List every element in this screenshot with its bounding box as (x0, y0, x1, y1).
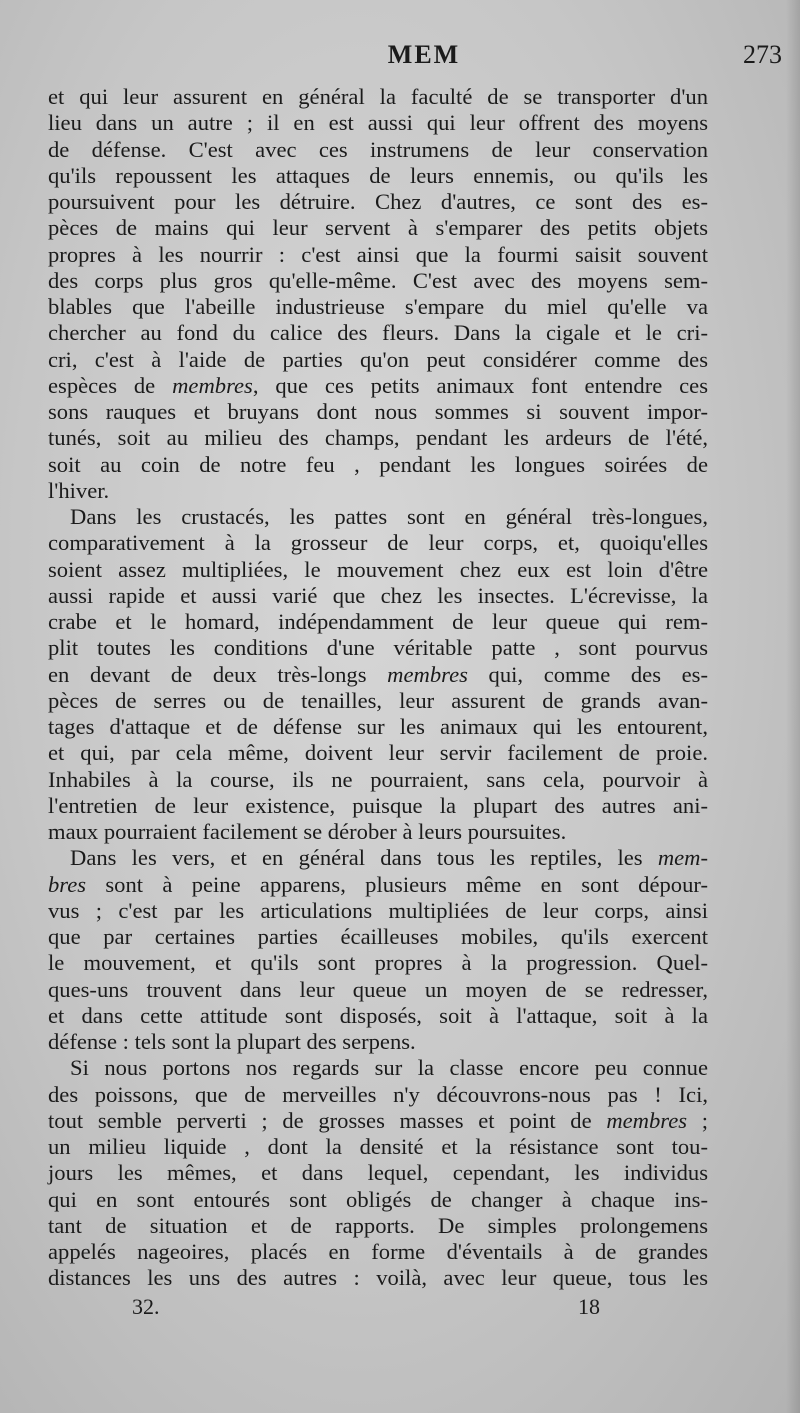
text-line: Inhabiles à la course, ils ne pourraient, sans cela, pourvoir à (48, 766, 708, 792)
text-line: en devant de deux très-longs membres qui, comme des es- (48, 661, 708, 687)
paragraph (48, 845, 708, 1055)
text-line: blables que l'abeille industrieuse s'empare du miel qu'elle va (48, 294, 708, 319)
text-line: comparativement à la grosseur de leur corps, et, quoiqu'elles (48, 530, 708, 556)
text-line: et qui leur assurent en général la faculté de se transporter d'un (48, 84, 708, 109)
page-footer (48, 1294, 708, 1324)
italic-term: membres (172, 372, 253, 398)
text-line: lieu dans un autre ; il en est aussi qui leur offrent des moyens (48, 110, 708, 136)
text-line: soit au coin de notre feu , pendant les longues soirées de (48, 451, 708, 477)
text-line: appelés nageoires, placés en forme d'éventails à de grandes (48, 1239, 708, 1264)
text-line: que par certaines parties écailleuses mobiles, qu'ils exercent (48, 924, 708, 949)
paragraph (48, 84, 708, 504)
text-line: des corps plus gros qu'elle-même. C'est avec des moyens sem- (48, 267, 708, 293)
text-line: cri, c'est à l'aide de parties qu'on peut considérer comme des (48, 346, 708, 372)
text-line: tages d'attaque et de défense sur les animaux qui les entourent, (48, 714, 708, 739)
text-line: chercher au fond du calice des fleurs. Dans la cigale et le cri- (48, 320, 708, 346)
text-line: et dans cette attitude sont disposés, soit à l'attaque, soit à la (48, 1002, 708, 1028)
paragraph (48, 1055, 708, 1291)
text-line: le mouvement, et qu'ils sont propres à la progression. Quel- (48, 950, 708, 976)
text-line: vus ; c'est par les articulations multipliées de leur corps, ainsi (48, 897, 708, 923)
text-line: ques-uns trouvent dans leur queue un moyen de se redresser, (48, 976, 708, 1002)
text-line: l'hiver. (48, 477, 110, 503)
page-number: 273 (743, 40, 782, 69)
text-line: soient assez multipliées, le mouvement chez eux est loin d'être (48, 556, 708, 582)
text-line: crabe et le homard, indépendamment de leur queue qui rem- (48, 609, 708, 634)
running-head: MEM (387, 40, 461, 69)
italic-term: membres (606, 1107, 688, 1133)
text-line: l'entretien de leur existence, puisque la plupart des autres ani- (48, 792, 708, 818)
italic-term: bres (48, 871, 87, 897)
text-line: et qui, par cela même, doivent leur servir facilement de proie. (48, 740, 708, 766)
text-line: aussi rapide et aussi varié que chez les insectes. L'écrevisse, la (48, 582, 708, 608)
text-line: tout semble perverti ; de grosses masses et point de membres ; (48, 1107, 708, 1133)
catchword: 18 (578, 1293, 600, 1319)
text-line: qui en sont entourés sont obligés de changer à chaque ins- (48, 1186, 708, 1212)
text-line: sons rauques et bruyans dont nous sommes si souvent impor- (48, 399, 708, 424)
text-line: défense : tels sont la plupart des serpens. (48, 1029, 416, 1054)
text-line: qu'ils repoussent les attaques de leurs ennemis, ou qu'ils les (48, 162, 708, 188)
text-line: tant de situation et de rapports. De simples prolongemens (48, 1212, 708, 1238)
text-line: jours les mêmes, et dans lequel, cependant, les individus (48, 1160, 708, 1186)
text-line: un milieu liquide , dont la densité et la résistance sont tou- (48, 1134, 708, 1159)
text-line: pèces de serres ou de tenailles, leur assurent de grands avan- (48, 687, 708, 713)
paragraph (48, 504, 708, 845)
text-line: plit toutes les conditions d'une véritable patte , sont pourvus (48, 635, 708, 661)
page-header (48, 0, 800, 84)
text-line: poursuivent pour les détruire. Chez d'autres, ce sont des es- (48, 189, 708, 214)
text-line: Si nous portons nos regards sur la classe encore peu connue (70, 1055, 708, 1081)
body-text (48, 84, 708, 1292)
text-line: distances les uns des autres : voilà, avec leur queue, tous les (48, 1265, 708, 1291)
text-line: de défense. C'est avec ces instrumens de leur conservation (48, 136, 708, 162)
text-line: maux pourraient facilement se dérober à leurs poursuites. (48, 819, 567, 844)
text-line: pèces de mains qui leur servent à s'emparer des petits objets (48, 215, 708, 241)
text-line: des poissons, que de merveilles n'y découvrons-nous pas ! Ici, (48, 1081, 708, 1107)
page-edge-shadow (786, 0, 800, 1413)
text-line: bres sont à peine apparens, plusieurs même en sont dépour- (48, 871, 708, 897)
italic-term: membres (387, 661, 468, 687)
signature-mark: 32. (132, 1293, 160, 1319)
text-line: propres à les nourrir : c'est ainsi que la fourmi saisit souvent (48, 241, 708, 267)
text-line: espèces de membres, que ces petits animaux font entendre ces (48, 372, 708, 398)
italic-term: mem- (657, 845, 708, 871)
text-line: Dans les vers, et en général dans tous les reptiles, les mem- (70, 845, 708, 871)
text-line: Dans les crustacés, les pattes sont en général très-longues, (70, 504, 708, 529)
text-line: tunés, soit au milieu des champs, pendant les ardeurs de l'été, (48, 425, 708, 451)
